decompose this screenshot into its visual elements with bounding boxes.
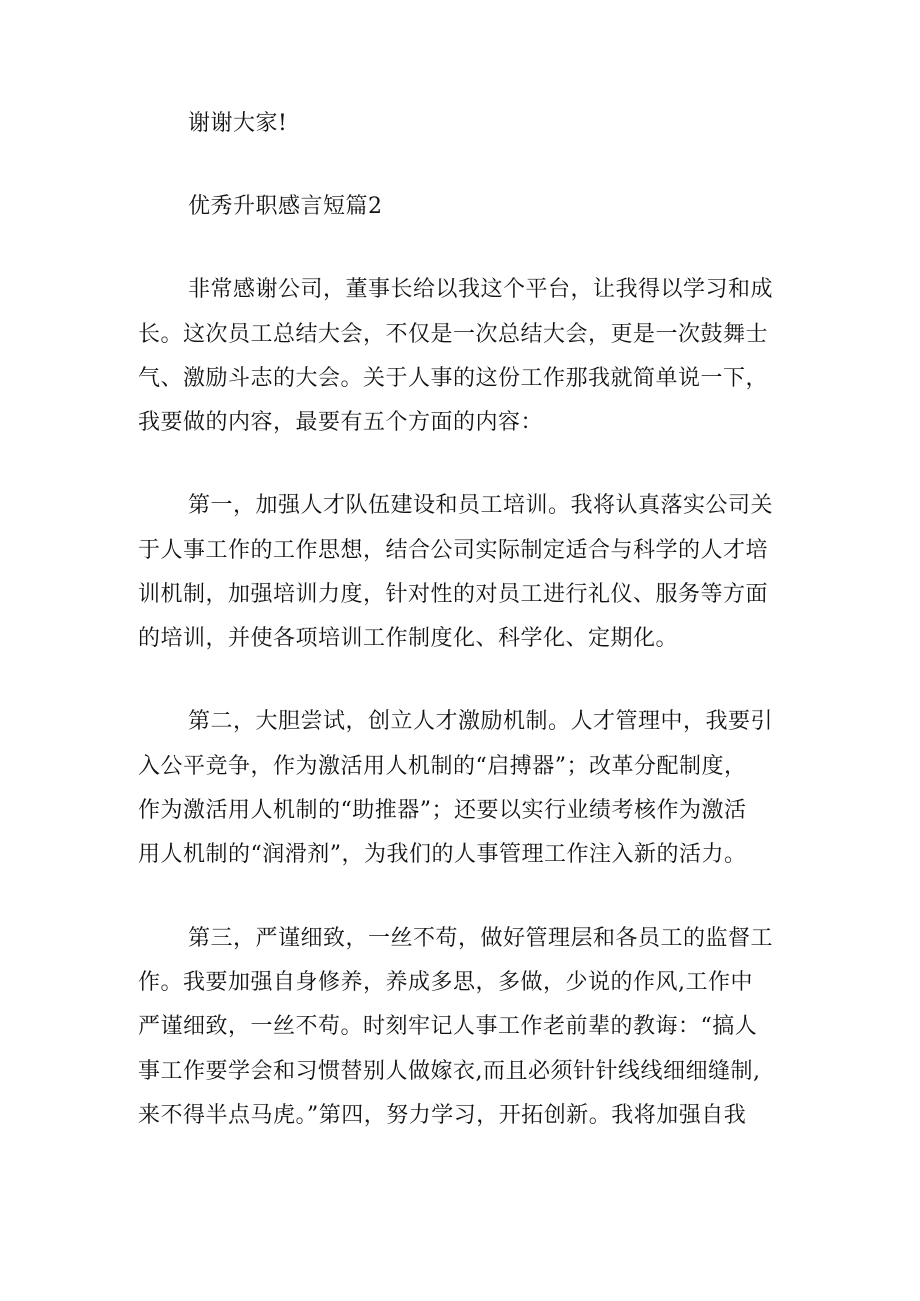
paragraph-line: 非常感谢公司，董事长给以我这个平台，让我得以学习和成 — [188, 277, 774, 302]
paragraph-line: 事工作要学会和习惯替别人做嫁衣,而且必须针针线线细细缝制, — [138, 1059, 761, 1084]
paragraph-line: 训机制，加强培训力度，针对性的对员工进行礼仪、服务等方面 — [138, 582, 769, 607]
paragraph-line: 的培训，并使各项培训工作制度化、科学化、定期化。 — [138, 626, 679, 651]
paragraph-line: 作为激活用人机制的“助推器”；还要以实行业绩考核作为激活 — [138, 798, 747, 823]
paragraph-line: 严谨细致，一丝不苟。时刻牢记人事工作老前辈的教诲：“搞人 — [138, 1014, 758, 1039]
paragraph-line: 第三，严谨细致，一丝不苟，做好管理层和各员工的监督工 — [188, 926, 774, 951]
paragraph-line: 我要做的内容，最要有五个方面的内容： — [138, 410, 544, 435]
paragraph-line: 于人事工作的工作思想，结合公司实际制定适合与科学的人才培 — [138, 538, 769, 563]
section-title: 优秀升职感言短篇2 — [188, 194, 383, 219]
paragraph-line: 来不得半点马虎。”第四，努力学习，开拓创新。我将加强自我 — [138, 1103, 747, 1128]
paragraph-line: 长。这次员工总结大会，不仅是一次总结大会，更是一次鼓舞士 — [138, 322, 769, 347]
paragraph-line: 第一，加强人才队伍建设和员工培训。我将认真落实公司关 — [188, 493, 774, 518]
paragraph-line: 用人机制的“润滑剂”，为我们的人事管理工作注入新的活力。 — [138, 842, 747, 867]
closing-text: 谢谢大家! — [188, 111, 288, 136]
paragraph-line: 作。我要加强自身修养，养成多思，多做，少说的作风,工作中 — [138, 970, 753, 995]
paragraph-line: 气、激励斗志的大会。关于人事的这份工作那我就简单说一下， — [138, 366, 769, 391]
paragraph-line: 入公平竞争，作为激活用人机制的“启搏器”；改革分配制度， — [138, 754, 747, 779]
paragraph-line: 第二，大胆尝试，创立人才激励机制。人才管理中，我要引 — [188, 709, 774, 734]
